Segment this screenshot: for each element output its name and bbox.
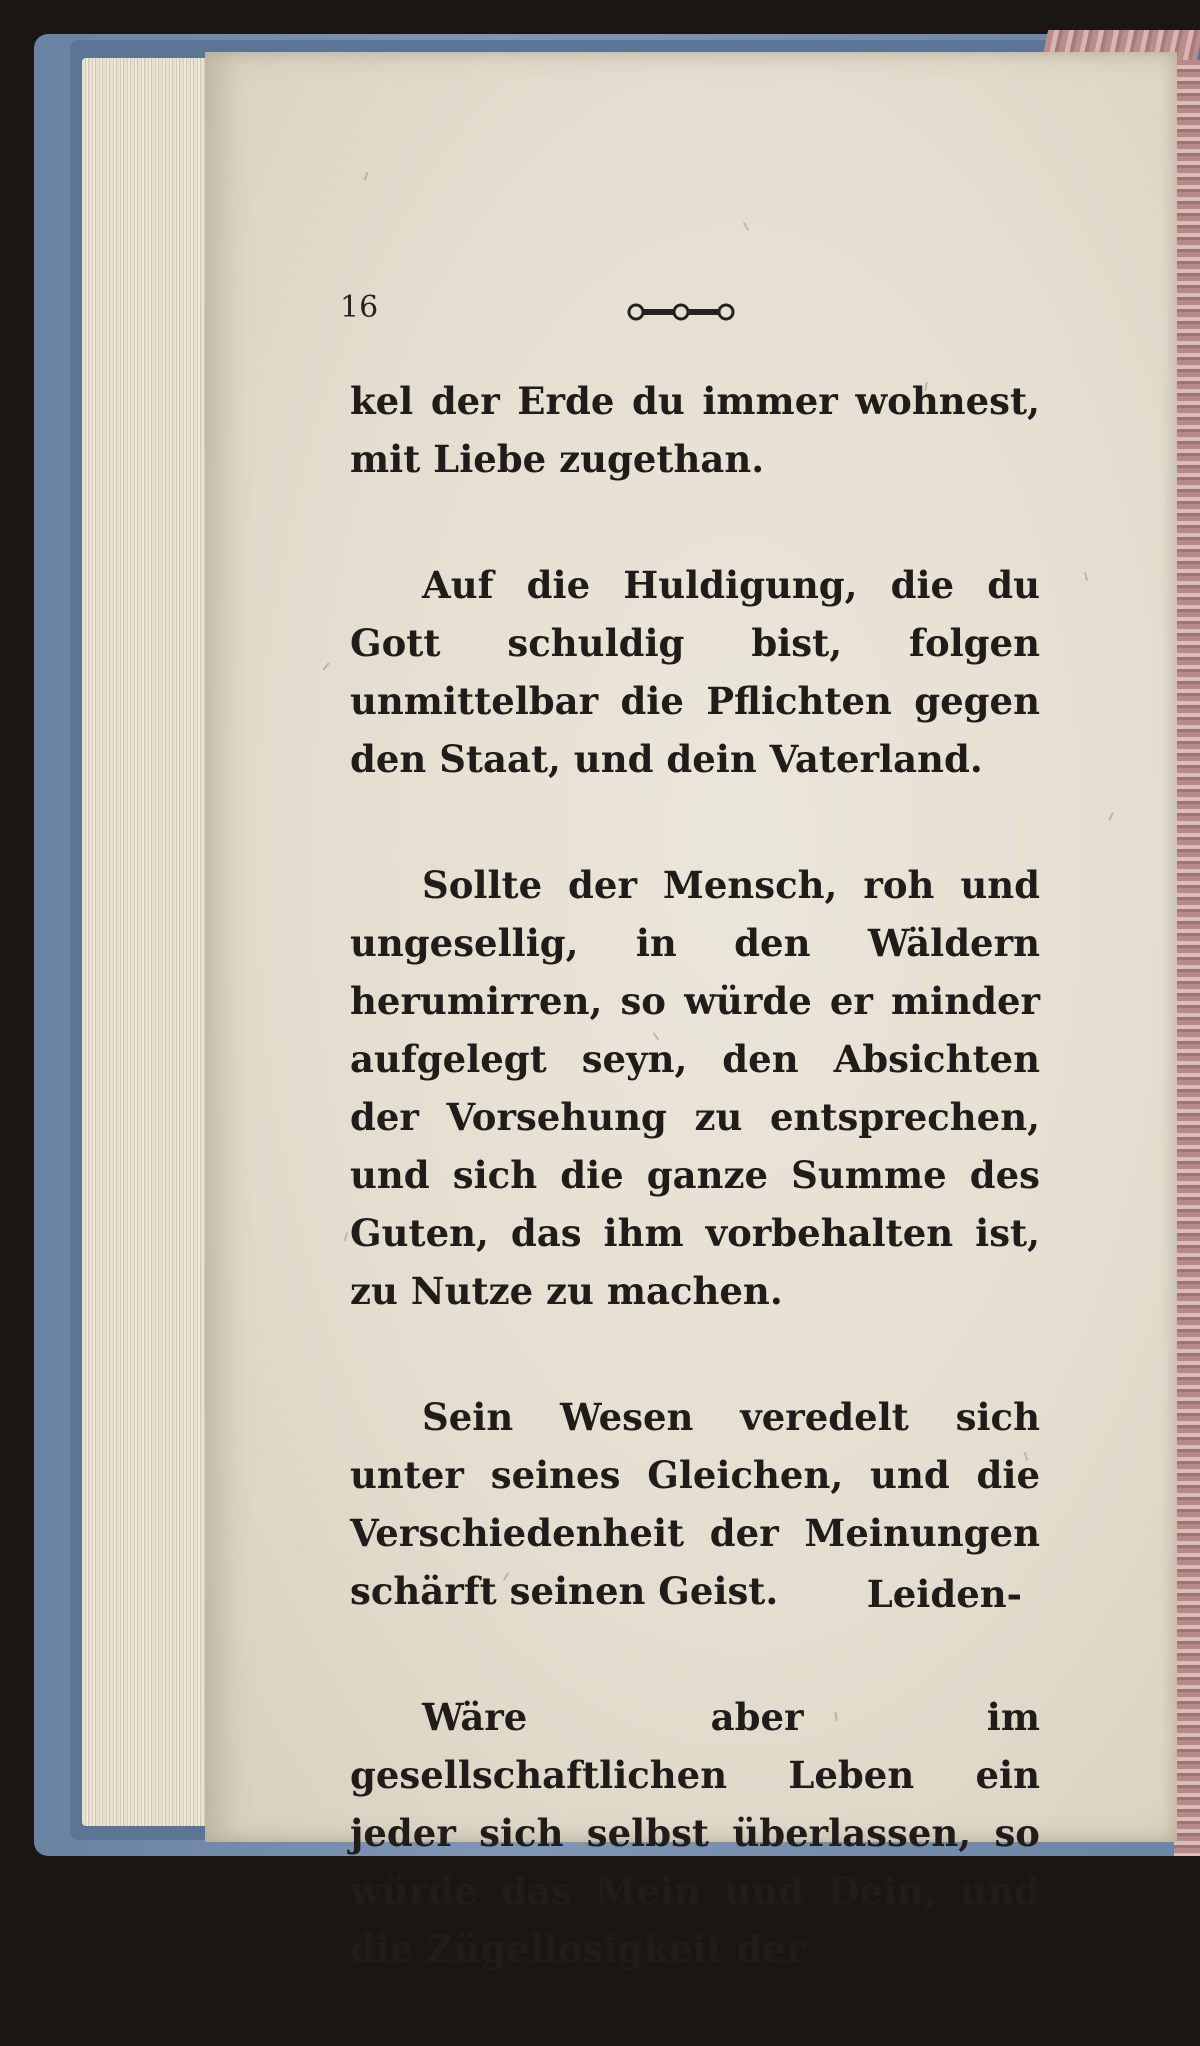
paragraph-1: kel der Erde du immer wohnest, mit Liebe zugethan. bbox=[350, 379, 1040, 481]
header-ornament bbox=[626, 302, 756, 322]
catchword: Leiden- bbox=[866, 1572, 1022, 1616]
page-edges bbox=[82, 58, 217, 1826]
headband-right bbox=[1174, 60, 1200, 1856]
paragraph-2: Auf die Huldigung, die du Gott schuldig bist, folgen unmittelbar die Pflichten gegen den Staat, und dein Vaterland. bbox=[350, 563, 1040, 781]
paragraph-3: Sollte der Mensch, roh und ungesellig, in den Wäldern herumirren, so würde er minder aufgelegt seyn, den Absichten der Vorsehung zu entsprechen, und sich die ganze Summe des Guten, das ihm vorbehalten ist, zu Nutze zu machen. bbox=[350, 863, 1040, 1313]
paragraph-4: Sein Wesen veredelt sich unter seines Gleichen, und die Verschiedenheit der Meinungen schärft seinen Geist. bbox=[350, 1395, 1040, 1613]
body-text bbox=[350, 372, 1040, 2046]
paragraph-5: Wäre aber im gesellschaftlichen Leben ein jeder sich selbst überlassen, so würde das Mein und Dein, und die Zügellosigkeit der bbox=[350, 1695, 1040, 1971]
page-number: 16 bbox=[340, 290, 379, 325]
